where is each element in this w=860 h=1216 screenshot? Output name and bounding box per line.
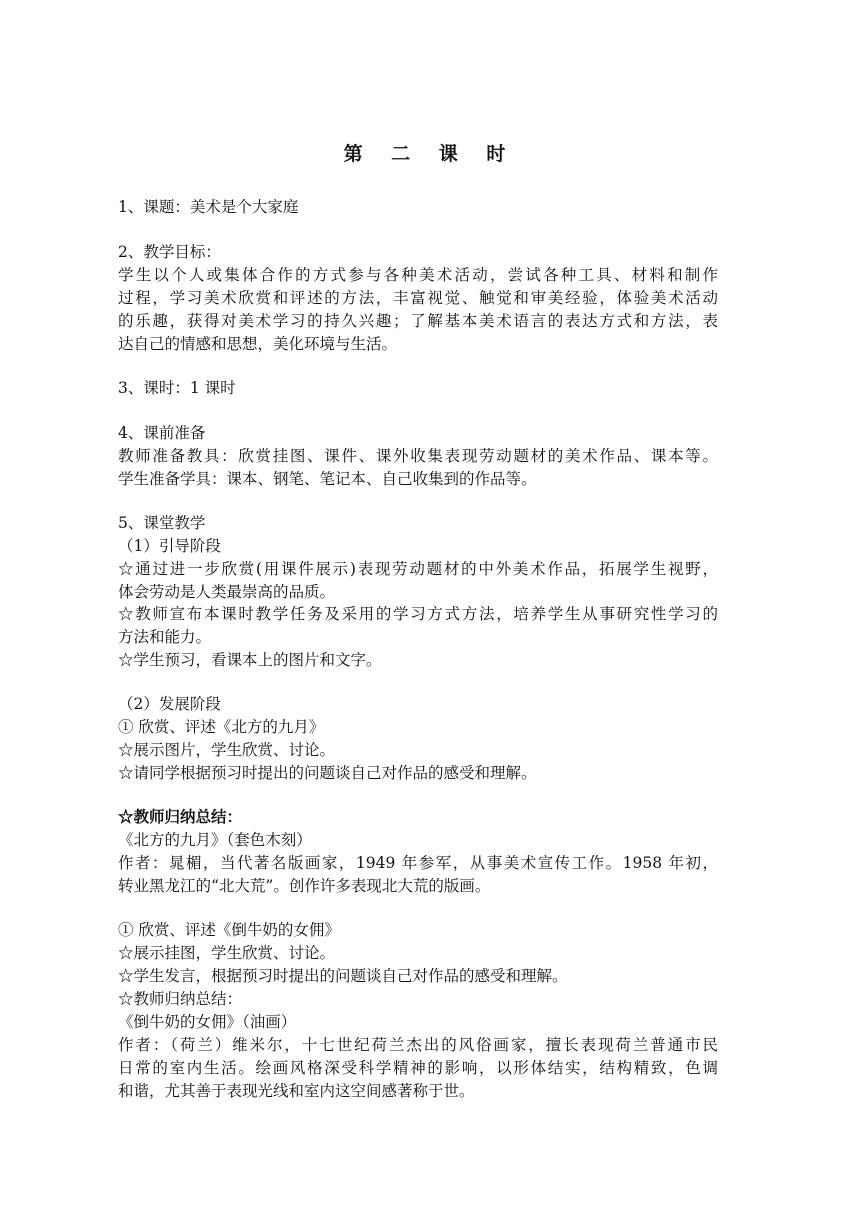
artwork-heading: ① 欣赏、评述《倒牛奶的女佣》 xyxy=(118,921,340,939)
list-item: ☆学生发言，根据预习时提出的问题谈自己对作品的感受和理解。 xyxy=(118,967,568,985)
objectives-text-line: 的乐趣，获得对美术学习的持久兴趣；了解基本美术语言的表达方式和方法，表 xyxy=(118,312,718,330)
list-item: ☆展示挂图，学生欣赏、讨论。 xyxy=(118,944,336,962)
artwork-title: 《倒牛奶的女佣》（油画） xyxy=(118,1013,297,1031)
objectives-text-line: 达自己的情感和思想，美化环境与生活。 xyxy=(118,335,398,353)
list-item: ☆请同学根据预习时提出的问题谈自己对作品的感受和理解。 xyxy=(118,764,537,782)
list-item: ☆教师宣布本课时教学任务及采用的学习方式方法，培养学生从事研究性学习的 xyxy=(118,605,718,623)
stage-heading: （2）发展阶段 xyxy=(118,695,221,713)
artist-description-line: 作者：晁楣，当代著名版画家，1949 年参军，从事美术宣传工作。1958 年初， xyxy=(118,854,718,872)
page-title: 第 二 课 时 xyxy=(343,143,517,165)
objectives-text-line: 过程，学习美术欣赏和评述的方法，丰富视觉、触觉和审美经验，体验美术活动 xyxy=(118,289,718,307)
artwork-title: 《北方的九月》（套色木刻） xyxy=(118,831,312,849)
classroom-teaching-heading: 5、课堂教学 xyxy=(118,514,206,532)
objectives-text-line: 学生以个人或集体合作的方式参与各种美术活动，尝试各种工具、材料和制作 xyxy=(118,266,718,284)
artist-description-line: 转业黑龙江的“北大荒”。创作许多表现北大荒的版画。 xyxy=(118,877,491,895)
objectives-heading: 2、教学目标： xyxy=(118,243,221,261)
preparation-heading: 4、课前准备 xyxy=(118,424,206,442)
list-item: ☆学生预习，看课本上的图片和文字。 xyxy=(118,651,382,669)
topic-line: 1、课题：美术是个大家庭 xyxy=(118,198,299,216)
artist-description-line: 和谐，尤其善于表现光线和室内这空间感著称于世。 xyxy=(118,1082,475,1100)
list-item: ☆展示图片，学生欣赏、讨论。 xyxy=(118,741,336,759)
teacher-preparation-line: 教师准备教具：欣赏挂图、课件、课外收集表现劳动题材的美术作品、课本等。 xyxy=(118,447,718,465)
summary-heading: ☆教师归纳总结： xyxy=(118,807,243,826)
artist-description-line: 日常的室内生活。绘画风格深受科学精神的影响，以形体结实，结构精致，色调 xyxy=(118,1059,718,1077)
list-item: 体会劳动是人类最崇高的品质。 xyxy=(118,583,336,601)
list-item: ☆教师归纳总结： xyxy=(118,990,243,1008)
class-hours-line: 3、课时：1 课时 xyxy=(118,379,236,397)
stage-heading: （1）引导阶段 xyxy=(118,537,221,555)
artist-description-line: 作者：（荷兰）维米尔，十七世纪荷兰杰出的风俗画家，擅长表现荷兰普通市民 xyxy=(118,1036,718,1054)
list-item: 方法和能力。 xyxy=(118,628,212,646)
student-preparation-line: 学生准备学具：课本、钢笔、笔记本、自己收集到的作品等。 xyxy=(118,470,537,488)
list-item: ☆通过进一步欣赏(用课件展示)表现劳动题材的中外美术作品，拓展学生视野， xyxy=(118,560,718,578)
artwork-heading: ① 欣赏、评述《北方的九月》 xyxy=(118,718,325,736)
